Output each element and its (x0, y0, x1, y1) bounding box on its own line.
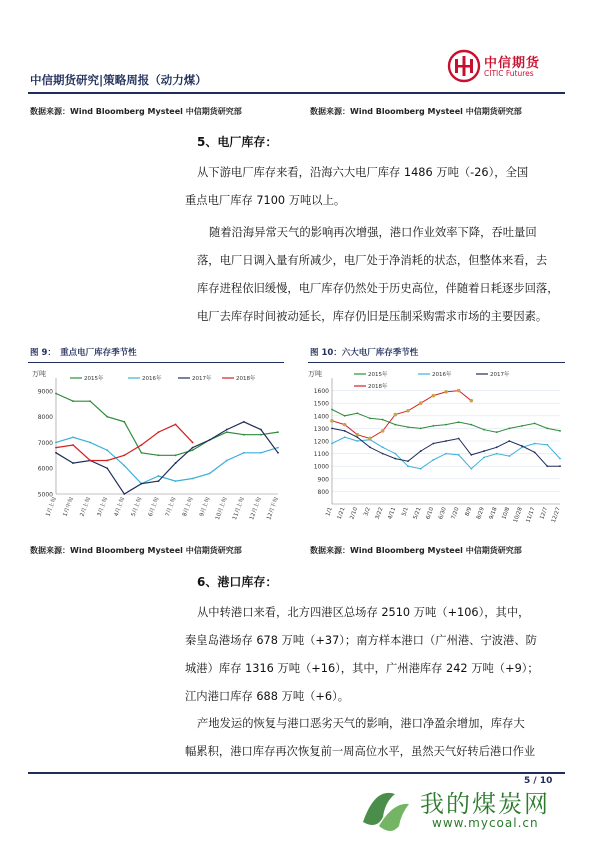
x-tick-label: 5/1 (401, 506, 410, 518)
report-header-title: 中信期货研究|策略周报（动力煤） (30, 73, 207, 87)
text-line: 库存进程依旧缓慢，电厂库存仍然处于历史高位，伴随着日耗逐步回落， (197, 282, 559, 295)
x-tick-label: 6/30 (438, 506, 448, 521)
data-point (420, 468, 422, 470)
x-tick-label: 3/22 (374, 506, 385, 521)
data-point (407, 465, 409, 467)
data-point (277, 431, 279, 433)
x-tick-label: 9月上旬 (199, 496, 212, 518)
legend-label: 2017年 (192, 376, 212, 382)
data-point (368, 437, 372, 441)
section6-title: 6、港口库存： (197, 575, 278, 589)
y-tick-label: 6000 (37, 465, 53, 473)
data-point (192, 447, 194, 449)
data-point (330, 419, 334, 423)
data-point (407, 426, 409, 428)
top-source-right: 数据来源：Wind Bloomberg Mysteel 中信期货研究部 (310, 107, 522, 116)
x-tick-label: 6/10 (425, 506, 436, 521)
data-point (260, 452, 262, 454)
data-point (175, 480, 177, 482)
data-point (72, 400, 74, 402)
data-point (158, 480, 160, 482)
x-tick-label: 6月上旬 (147, 496, 161, 518)
data-point (546, 444, 548, 446)
y-tick-label: 1300 (313, 425, 329, 433)
y-tick-label: 1600 (313, 388, 329, 396)
legend-label: 2016年 (142, 376, 162, 382)
data-point (381, 429, 385, 433)
x-tick-label: 11/17 (525, 506, 537, 524)
page-number: 5 / 10 (524, 776, 553, 786)
data-point (343, 423, 347, 427)
data-point (419, 401, 423, 405)
x-tick-label: 8月上旬 (182, 496, 195, 518)
text-line: 落，电厂日调入量有所减少，电厂处于净消耗的状态，但整体来看，去 (197, 254, 548, 267)
fig9-title: 图 9： 重点电厂库存季节性 (30, 348, 137, 358)
y-tick-label: 1500 (313, 400, 329, 408)
data-point (123, 454, 125, 456)
x-tick-label: 12/27 (550, 506, 562, 524)
x-tick-label: 3/2 (363, 506, 372, 518)
data-point (458, 438, 460, 440)
x-tick-label: 10/28 (512, 506, 524, 524)
footer-rule (28, 772, 565, 774)
data-point (243, 452, 245, 454)
text-line: 电厂去库存时间被动延长，库存仍旧是压制采购需求市场的主要因素。 (197, 310, 548, 323)
data-point (496, 431, 498, 433)
section5-para2 (197, 219, 557, 331)
data-point (546, 465, 548, 467)
x-tick-label: 8/29 (476, 506, 486, 521)
data-point (192, 478, 194, 480)
data-point (382, 419, 384, 421)
fig9-rule (28, 362, 284, 363)
y-tick-label: 1100 (313, 451, 329, 459)
mycoal-watermark-icon (355, 782, 415, 837)
x-tick-label: 1/1 (325, 506, 334, 518)
data-point (382, 446, 384, 448)
logo-text-en: CITIC Futures (484, 69, 534, 78)
data-point (106, 449, 108, 451)
y-tick-label: 9000 (37, 388, 53, 396)
legend-label: 2018年 (236, 376, 256, 382)
watermark-text-cn: 我的煤炭网 (420, 790, 550, 818)
legend-label: 2015年 (84, 376, 104, 382)
x-tick-label: 12月上旬 (249, 496, 263, 521)
data-point (394, 413, 398, 417)
data-point (55, 393, 57, 395)
y-tick-label: 7000 (37, 439, 53, 447)
citic-logo-icon (447, 49, 481, 83)
text-line: 从下游电厂库存来看，沿海六大电厂库存 1486 万吨（-26），全国 (197, 166, 529, 179)
data-point (331, 428, 333, 430)
section5-para1 (185, 159, 557, 215)
x-tick-label: 1/21 (336, 506, 347, 521)
data-point (89, 400, 91, 402)
header-rule (28, 92, 565, 94)
section6-para2 (185, 710, 557, 766)
data-point (106, 460, 108, 462)
data-point (508, 428, 510, 430)
data-point (226, 460, 228, 462)
data-point (445, 424, 447, 426)
x-tick-label: 12月下旬 (266, 496, 280, 521)
series-line-2017年 (56, 422, 278, 494)
series-line-2015年 (56, 394, 278, 456)
data-point (260, 429, 262, 431)
x-tick-label: 10/8 (501, 506, 512, 521)
data-point (226, 429, 228, 431)
data-point (260, 434, 262, 436)
data-point (72, 436, 74, 438)
data-point (470, 424, 472, 426)
text-line: 从中转港口来看，北方四港区总场存 2510 万吨（+106），其中， (197, 606, 530, 619)
citic-futures-logo (447, 49, 557, 89)
data-point (470, 454, 472, 456)
data-point (508, 455, 510, 457)
legend-label: 2016年 (432, 372, 452, 378)
data-point (55, 452, 57, 454)
section6-para1 (185, 599, 557, 711)
data-point (123, 465, 125, 467)
data-point (72, 444, 74, 446)
x-tick-label: 2月上旬 (79, 496, 93, 518)
y-tick-label: 8000 (37, 414, 53, 422)
data-point (140, 452, 142, 454)
data-point (106, 416, 108, 418)
x-tick-label: 4/11 (387, 506, 398, 521)
data-point (158, 475, 160, 477)
x-tick-label: 7/20 (450, 506, 461, 521)
data-point (420, 428, 422, 430)
data-point (470, 468, 472, 470)
x-tick-label: 10月上旬 (214, 496, 229, 521)
data-point (534, 422, 536, 424)
legend-label: 2017年 (490, 372, 510, 378)
data-point (496, 453, 498, 455)
text-line: 城港）库存 1316 万吨（+16），其中，广州港库存 242 万吨（+9）； (185, 662, 539, 675)
data-point (55, 442, 57, 444)
data-point (243, 421, 245, 423)
data-point (458, 421, 460, 423)
x-tick-label: 11月上旬 (232, 496, 246, 521)
x-tick-label: 1月上旬 (45, 496, 58, 518)
logo-text-cn: 中信期货 (484, 56, 541, 71)
text-line: 产地发运的恢复与港口恶劣天气的影响，港口净盈余增加，库存大 (197, 717, 525, 730)
data-point (444, 390, 448, 394)
data-point (470, 399, 474, 403)
data-point (356, 436, 358, 438)
data-point (432, 443, 434, 445)
data-point (243, 434, 245, 436)
data-point (445, 440, 447, 442)
data-point (458, 454, 460, 456)
data-point (158, 431, 160, 433)
data-point (331, 409, 333, 411)
data-point (534, 451, 536, 453)
data-point (356, 440, 358, 442)
text-line: 幅累积，港口库存再次恢复前一周高位水平，虽然天气好转后港口作业 (185, 745, 536, 758)
data-point (483, 456, 485, 458)
data-point (521, 445, 523, 447)
data-point (394, 458, 396, 460)
legend-label: 2015年 (368, 372, 388, 378)
data-point (209, 472, 211, 474)
x-tick-label: 1月中旬 (62, 496, 75, 518)
x-tick-label: 9/18 (488, 506, 499, 521)
x-tick-label: 5/21 (412, 506, 423, 521)
data-point (344, 436, 346, 438)
data-point (445, 453, 447, 455)
data-point (226, 431, 228, 433)
data-point (331, 443, 333, 445)
data-point (546, 428, 548, 430)
y-tick-label: 1200 (313, 438, 329, 446)
data-point (356, 412, 358, 414)
data-point (55, 447, 57, 449)
y-unit-label: 万吨 (308, 370, 322, 378)
y-tick-label: 800 (317, 488, 329, 496)
data-point (72, 462, 74, 464)
fig10-source: 数据来源：Wind Bloomberg Mysteel 中信期货研究部 (310, 546, 522, 555)
x-tick-label: 2/10 (349, 506, 360, 521)
watermark-url: www.mycoal.cn (432, 816, 539, 830)
fig9-chart (28, 366, 284, 538)
data-point (192, 449, 194, 451)
data-point (406, 409, 410, 413)
data-point (89, 442, 91, 444)
data-point (277, 452, 279, 454)
x-tick-label: 3月上旬 (96, 496, 110, 518)
data-point (394, 453, 396, 455)
legend-label: 2018年 (368, 384, 388, 390)
data-point (175, 454, 177, 456)
data-point (457, 389, 461, 393)
text-line: 秦皇岛港场存 678 万吨（+37）；南方样本港口（广州港、宁波港、防 (185, 634, 537, 647)
text-line: 江内港口库存 688 万吨（+6）。 (185, 690, 350, 703)
x-tick-label: 5月上旬 (130, 496, 144, 518)
data-point (420, 450, 422, 452)
fig10-chart (308, 366, 565, 538)
data-point (559, 458, 561, 460)
data-point (559, 430, 561, 432)
top-source-left: 数据来源：Wind Bloomberg Mysteel 中信期货研究部 (30, 107, 242, 116)
x-tick-label: 12/7 (539, 506, 550, 521)
data-point (369, 417, 371, 419)
x-tick-label: 4月上旬 (113, 496, 127, 518)
fig10-rule (308, 362, 565, 363)
text-line: 随着沿海异常天气的影响再次增强，港口作业效率下降，吞吐量回 (209, 226, 537, 239)
data-point (175, 424, 177, 426)
data-point (158, 454, 160, 456)
y-tick-label: 1000 (313, 463, 329, 471)
data-point (483, 429, 485, 431)
x-tick-label: 7月上旬 (164, 496, 178, 518)
y-tick-label: 900 (317, 476, 329, 484)
y-unit-label: 万吨 (32, 370, 46, 378)
data-point (140, 444, 142, 446)
data-point (432, 459, 434, 461)
data-point (483, 450, 485, 452)
fig10-title: 图 10：六大电厂库存季节性 (310, 348, 419, 358)
data-point (192, 442, 194, 444)
data-point (369, 446, 371, 448)
data-point (432, 394, 436, 398)
data-point (394, 424, 396, 426)
data-point (106, 467, 108, 469)
data-point (356, 433, 360, 437)
y-tick-label: 5000 (37, 491, 53, 499)
text-line: 重点电厂库存 7100 万吨以上。 (185, 194, 346, 207)
data-point (123, 421, 125, 423)
data-point (277, 447, 279, 449)
data-point (175, 462, 177, 464)
data-point (123, 493, 125, 495)
data-point (209, 439, 211, 441)
data-point (496, 446, 498, 448)
data-point (407, 460, 409, 462)
data-point (534, 443, 536, 445)
data-point (89, 460, 91, 462)
fig9-source: 数据来源：Wind Bloomberg Mysteel 中信期货研究部 (30, 546, 242, 555)
section5-title: 5、电厂库存： (197, 135, 278, 149)
data-point (508, 440, 510, 442)
data-point (382, 453, 384, 455)
data-point (140, 483, 142, 485)
data-point (432, 425, 434, 427)
data-point (521, 425, 523, 427)
data-point (344, 415, 346, 417)
y-tick-label: 1400 (313, 413, 329, 421)
x-tick-label: 8/9 (464, 506, 474, 518)
data-point (344, 430, 346, 432)
data-point (559, 465, 561, 467)
